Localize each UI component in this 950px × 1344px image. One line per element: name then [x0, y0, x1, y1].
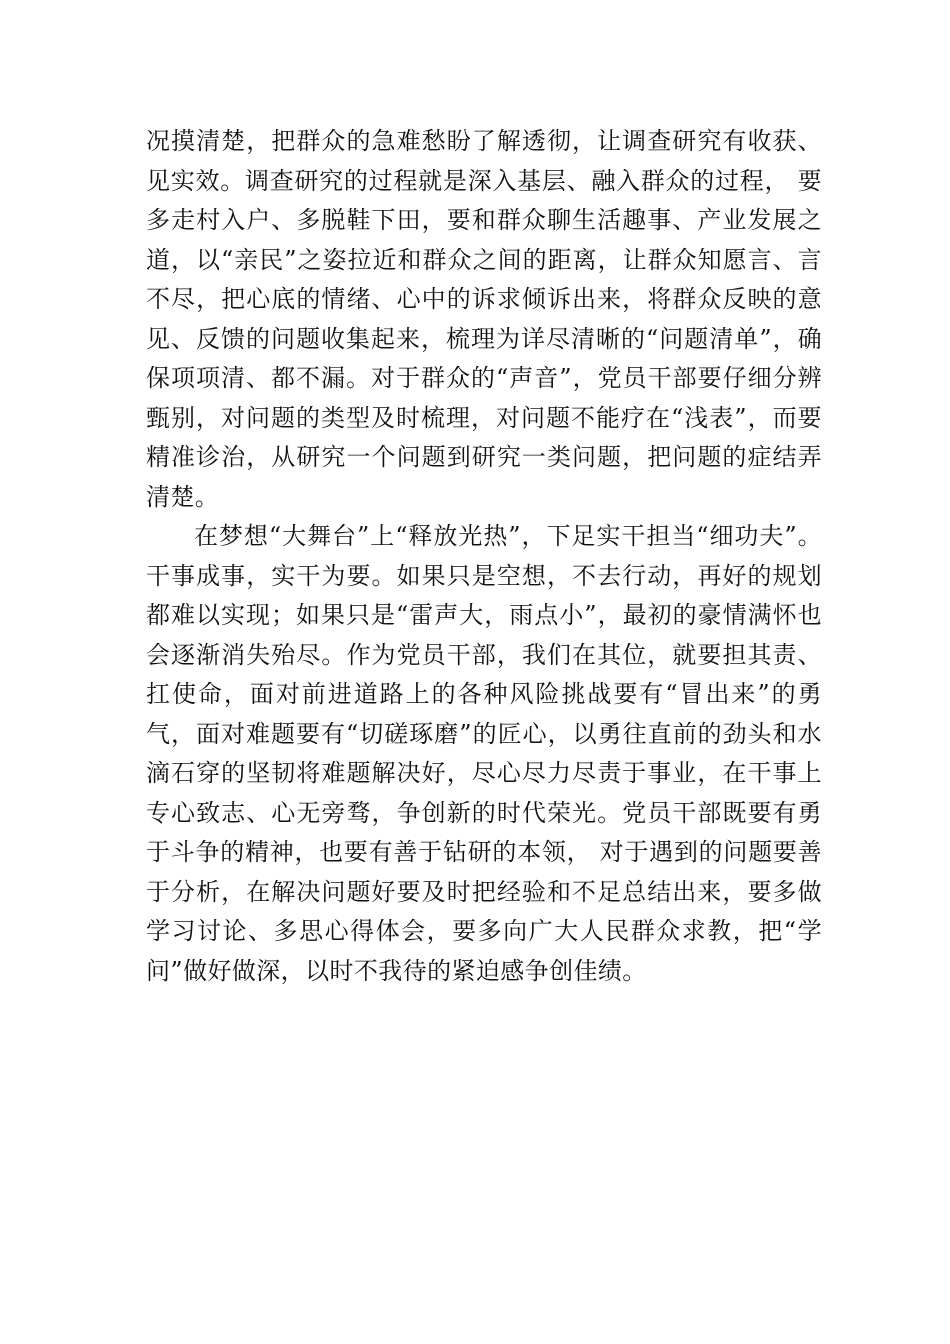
- paragraph-2: 在梦想“大舞台”上“释放光热”，下足实干担当“细功夫”。干事成事，实干为要。如果只是空想，不去行动，再好的规划都难以实现；如果只是“雷声大，雨点小”，最初的豪情满怀也会逐渐消失殆尽。作为党员干部，我们在其位，就要担其责、扛使命，面对前进道路上的各种风险挑战要有“冒出来”的勇气，面对难题要有“切磋琢磨”的匠心，以勇往直前的劲头和水滴石穿的坚韧将难题解决好，尽心尽力尽责于事业，在干事上专心致志、心无旁骛，争创新的时代荣光。党员干部既要有勇于斗争的精神，也要有善于钻研的本领， 对于遇到的问题要善于分析，在解决问题好要及时把经验和不足总结出来，要多做学习讨论、多思心得体会，要多向广大人民群众求教，把“学问”做好做深，以时不我待的紧迫感争创佳绩。: [146, 522, 822, 985]
- paragraph-1: 况摸清楚，把群众的急难愁盼了解透彻，让调查研究有收获、见实效。调查研究的过程就是深入基层、融入群众的过程， 要多走村入户、多脱鞋下田，要和群众聊生活趣事、产业发展之道，以“亲民”之姿拉近和群众之间的距离，让群众知愿言、言不尽，把心底的情绪、心中的诉求倾诉出来，将群众反映的意见、反馈的问题收集起来，梳理为详尽清晰的“问题清单”，确保项项清、都不漏。对于群众的“声音”，党员干部要仔细分辨甄别，对问题的类型及时梳理，对问题不能疗在“浅表”，而要精准诊治，从研究一个问题到研究一类问题，把问题的症结弄清楚。: [146, 127, 822, 511]
- body-text: [146, 122, 822, 991]
